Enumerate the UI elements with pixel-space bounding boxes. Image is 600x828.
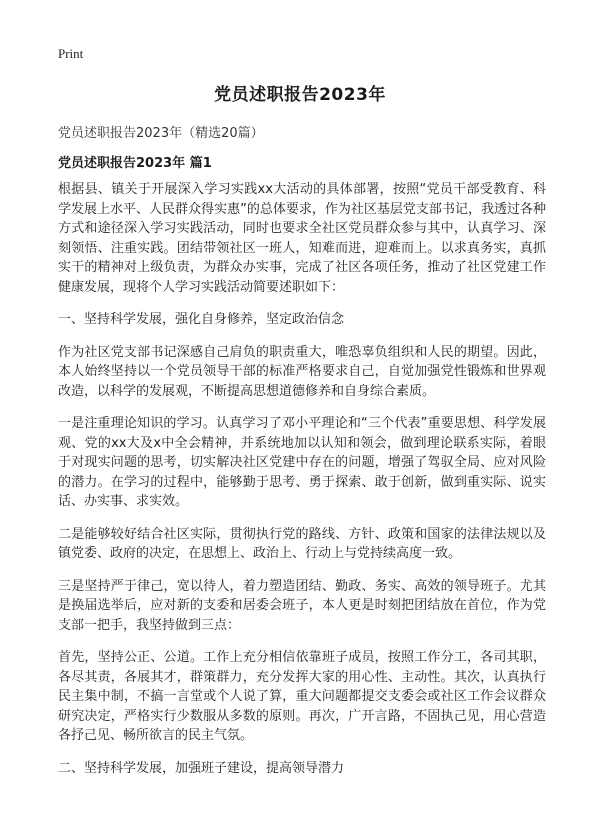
body-paragraph: 二是能够较好结合社区实际，贯彻执行党的路线、方针、政策和国家的法律法规以及镇党委、政府的决定，在思想上、政治上、行动上与党持续高度一致。	[58, 526, 546, 561]
subsection-heading-1: 一、坚持科学发展，强化自身修养，坚定政治信念	[58, 312, 345, 327]
intro-paragraph: 根据县、镇关于开展深入学习实践xx大活动的具体部署，按照“党员干部受教育、科学发展上水平、人民群众得实惠”的总体要求，作为社区基层党支部书记，我透过各种方式和途径深入学习实践活动，同时也要求全社区党员群众参与其中，认真学习、深刻领悟、注重实践。团结带领社区一班人，知难而进，迎难而上。以求真务实，真抓实干的精神对上级负责，为群众办实事，完成了社区各项任务，推动了社区党建工作健康发展，现将个人学习实践活动简要述职如下：	[58, 182, 546, 295]
body-paragraph: 首先，坚持公正、公道。工作上充分相信依靠班子成员，按照工作分工，各司其职，各尽其责，各展其才，群策群力，充分发挥大家的用心性、主动性。其次，认真执行民主集中制，不搞一言堂或个人说了算，重大问题都提交支委会或社区工作会议群众研究决定，严格实行少数服从多数的原则。再次，广开言路，不固执己见，用心营造各抒己见、畅所欲言的民主气氛。	[58, 650, 546, 743]
body-paragraph: 一是注重理论知识的学习。认真学习了邓小平理论和“三个代表”重要思想、科学发展观、党的xx大及x中全会精神，并系统地加以认知和领会，做到理论联系实际，着眼于对现实问题的思考，切实解决社区党建中存在的问题，增强了驾驭全局、应对风险的潜力。在学习的过程中，能够勤于思考、勇于探索、敢于创新，做到重实际、说实话、办实事、求实效。	[58, 416, 546, 509]
body-paragraph: 三是坚持严于律己，宽以待人，着力塑造团结、勤政、务实、高效的领导班子。尤其是换届选举后，应对新的支委和居委会班子，本人更是时刻把团结放在首位，作为党支部一把手，我坚持做到三点：	[58, 578, 546, 633]
document-title: 党员述职报告2023年	[214, 85, 386, 105]
subsection-heading-2: 二、坚持科学发展，加强班子建设，提高领导潜力	[58, 760, 345, 776]
document-body	[58, 180, 546, 791]
section-heading: 党员述职报告2023年 篇1	[58, 156, 212, 171]
document-subtitle: 党员述职报告2023年（精选20篇）	[58, 126, 264, 141]
body-paragraph: 作为社区党支部书记深感自己肩负的职责重大，唯恐辜负组织和人民的期望。因此，本人始终坚持以一个党员领导干部的标准严格要求自己，自觉加强党性锻炼和世界观改造，以科学的发展观，不断提高思想道德修养和自身综合素质。	[58, 344, 546, 399]
print-link[interactable]: Print	[58, 46, 84, 61]
